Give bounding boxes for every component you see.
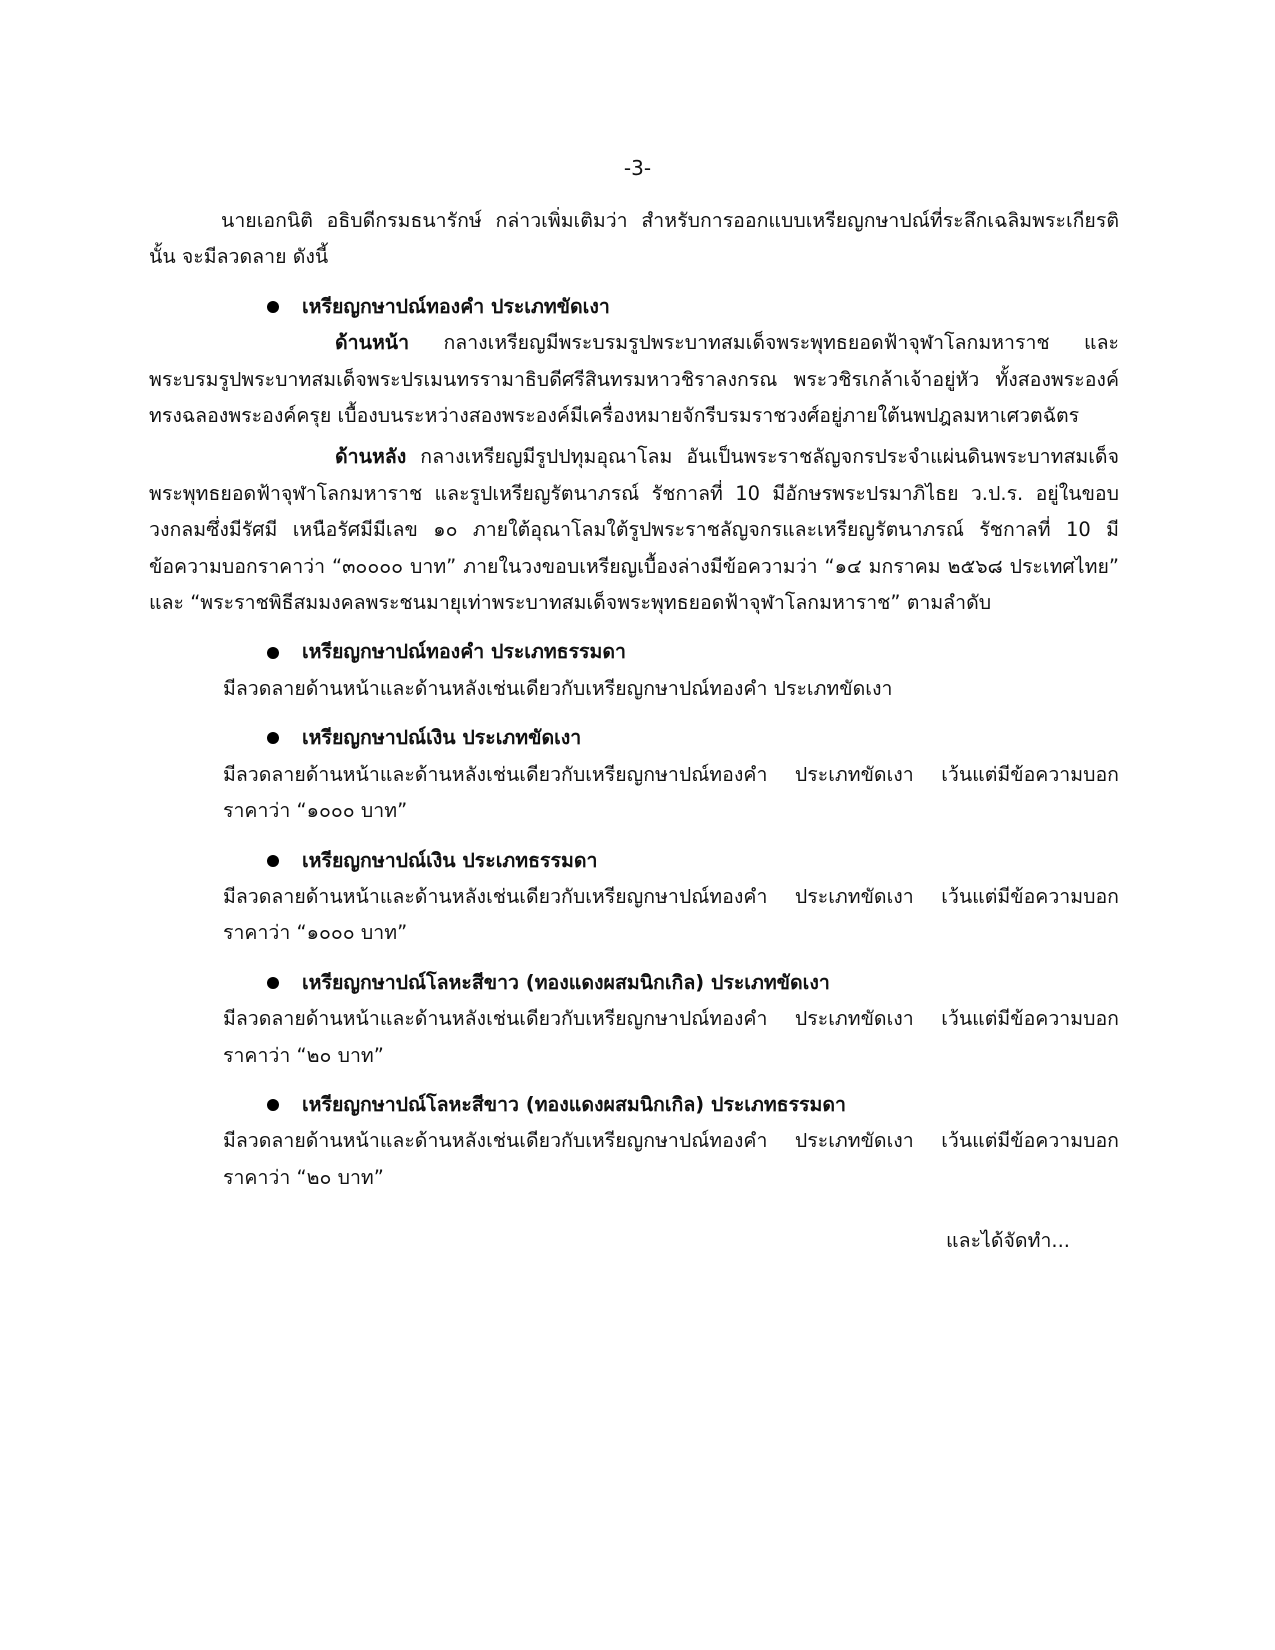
bullet-title: เหรียญกษาปณ์ทองคำ ประเภทธรรมดา	[302, 640, 626, 664]
bullet-title: เหรียญกษาปณ์เงิน ประเภทขัดเงา	[302, 726, 582, 750]
front-description	[149, 325, 1119, 434]
bullet-item-silver-regular	[267, 843, 1119, 879]
bullet-title: เหรียญกษาปณ์ทองคำ ประเภทขัดเงา	[302, 294, 610, 318]
item-description: มีลวดลายด้านหน้าและด้านหลังเช่นเดียวกับเหรียญกษาปณ์ทองคำ ประเภทขัดเงา	[223, 676, 893, 700]
bullet-title: เหรียญกษาปณ์โลหะสีขาว (ทองแดงผสมนิกเกิล) ประเภทธรรมดา	[302, 1092, 846, 1116]
bullet-item-cupronickel-regular	[267, 1087, 1119, 1123]
bullet-item-gold-regular	[267, 634, 1119, 670]
page-number: -3-	[623, 156, 652, 180]
back-description	[149, 439, 1119, 621]
item-description: มีลวดลายด้านหน้าและด้านหลังเช่นเดียวกับเหรียญกษาปณ์ทองคำ ประเภทขัดเงา เว้นแต่มีข้อความบอกราคาว่า “๒๐ บาท”	[223, 1129, 1119, 1189]
bullet-icon	[267, 301, 279, 313]
bullet-item-gold-proof	[267, 289, 1119, 325]
item-description: มีลวดลายด้านหน้าและด้านหลังเช่นเดียวกับเหรียญกษาปณ์ทองคำ ประเภทขัดเงา เว้นแต่มีข้อความบอกราคาว่า “๒๐ บาท”	[223, 1007, 1119, 1067]
front-label: ด้านหน้า	[335, 331, 410, 355]
bullet-icon	[267, 647, 279, 659]
back-label: ด้านหลัง	[335, 445, 407, 469]
bullet-icon	[267, 732, 279, 744]
document-body	[149, 203, 1119, 1196]
bullet-icon	[267, 855, 279, 867]
item-description: มีลวดลายด้านหน้าและด้านหลังเช่นเดียวกับเหรียญกษาปณ์ทองคำ ประเภทขัดเงา เว้นแต่มีข้อความบอกราคาว่า “๑๐๐๐ บาท”	[223, 884, 1119, 945]
bullet-icon	[267, 977, 279, 989]
bullet-title: เหรียญกษาปณ์โลหะสีขาว (ทองแดงผสมนิกเกิล) ประเภทขัดเงา	[302, 970, 830, 994]
item-description: มีลวดลายด้านหน้าและด้านหลังเช่นเดียวกับเหรียญกษาปณ์ทองคำ ประเภทขัดเงา เว้นแต่มีข้อความบอกราคาว่า “๑๐๐๐ บาท”	[223, 762, 1119, 823]
continuation-text: และได้จัดทำ...	[946, 1229, 1070, 1252]
intro-paragraph: นายเอกนิติ อธิบดีกรมธนารักษ์ กล่าวเพิ่มเติมว่า สำหรับการออกแบบเหรียญกษาปณ์ที่ระลึกเฉลิมพระเกียรตินั้น จะมีลวดลาย ดังนี้	[149, 209, 1119, 269]
bullet-item-silver-proof	[267, 720, 1119, 756]
bullet-title: เหรียญกษาปณ์เงิน ประเภทธรรมดา	[302, 848, 598, 872]
bullet-icon	[267, 1099, 279, 1111]
bullet-item-cupronickel-proof	[267, 965, 1119, 1001]
front-text: กลางเหรียญมีพระบรมรูปพระบาทสมเด็จพระพุทธยอดฟ้าจุฬาโลกมหาราช และพระบรมรูปพระบาทสมเด็จพระปรเมนทรรามาธิบดีศรีสินทรมหาวชิราลงกรณ พระวชิรเกล้าเจ้าอยู่หัว ทั้งสองพระองค์ทรงฉลองพระองค์ครุย เบื้องบนระหว่างสองพระองค์มีเครื่องหมายจักรีบรมราชวงศ์อยู่ภายใต้นพปฎลมหาเศวตฉัตร	[149, 331, 1119, 428]
back-text: กลางเหรียญมีรูปปทุมอุณาโลม อันเป็นพระราชลัญจกรประจำแผ่นดินพระบาทสมเด็จพระพุทธยอดฟ้าจุฬาโลกมหาราช และรูปเหรียญรัตนาภรณ์ รัชกาลที่ 10 มีอักษรพระปรมาภิไธย ว.ป.ร. อยู่ในขอบวงกลมซึ่งมีรัศมี เหนือรัศมีมีเลข ๑๐ ภายใต้อุณาโลมใต้รูปพระราชลัญจกรและเหรียญรัตนาภรณ์ รัชกาลที่ 10 มีข้อความบอกราคาว่า “๓๐๐๐๐ บาท” ภายในวงขอบเหรียญเบื้องล่างมีข้อความว่า “๑๔ มกราคม ๒๕๖๘ ประเทศไทย” และ “พระราชพิธีสมมงคลพระชนมายุเท่าพระบาทสมเด็จพระพุทธยอดฟ้าจุฬาโลกมหาราช” ตามลำดับ	[149, 445, 1119, 615]
